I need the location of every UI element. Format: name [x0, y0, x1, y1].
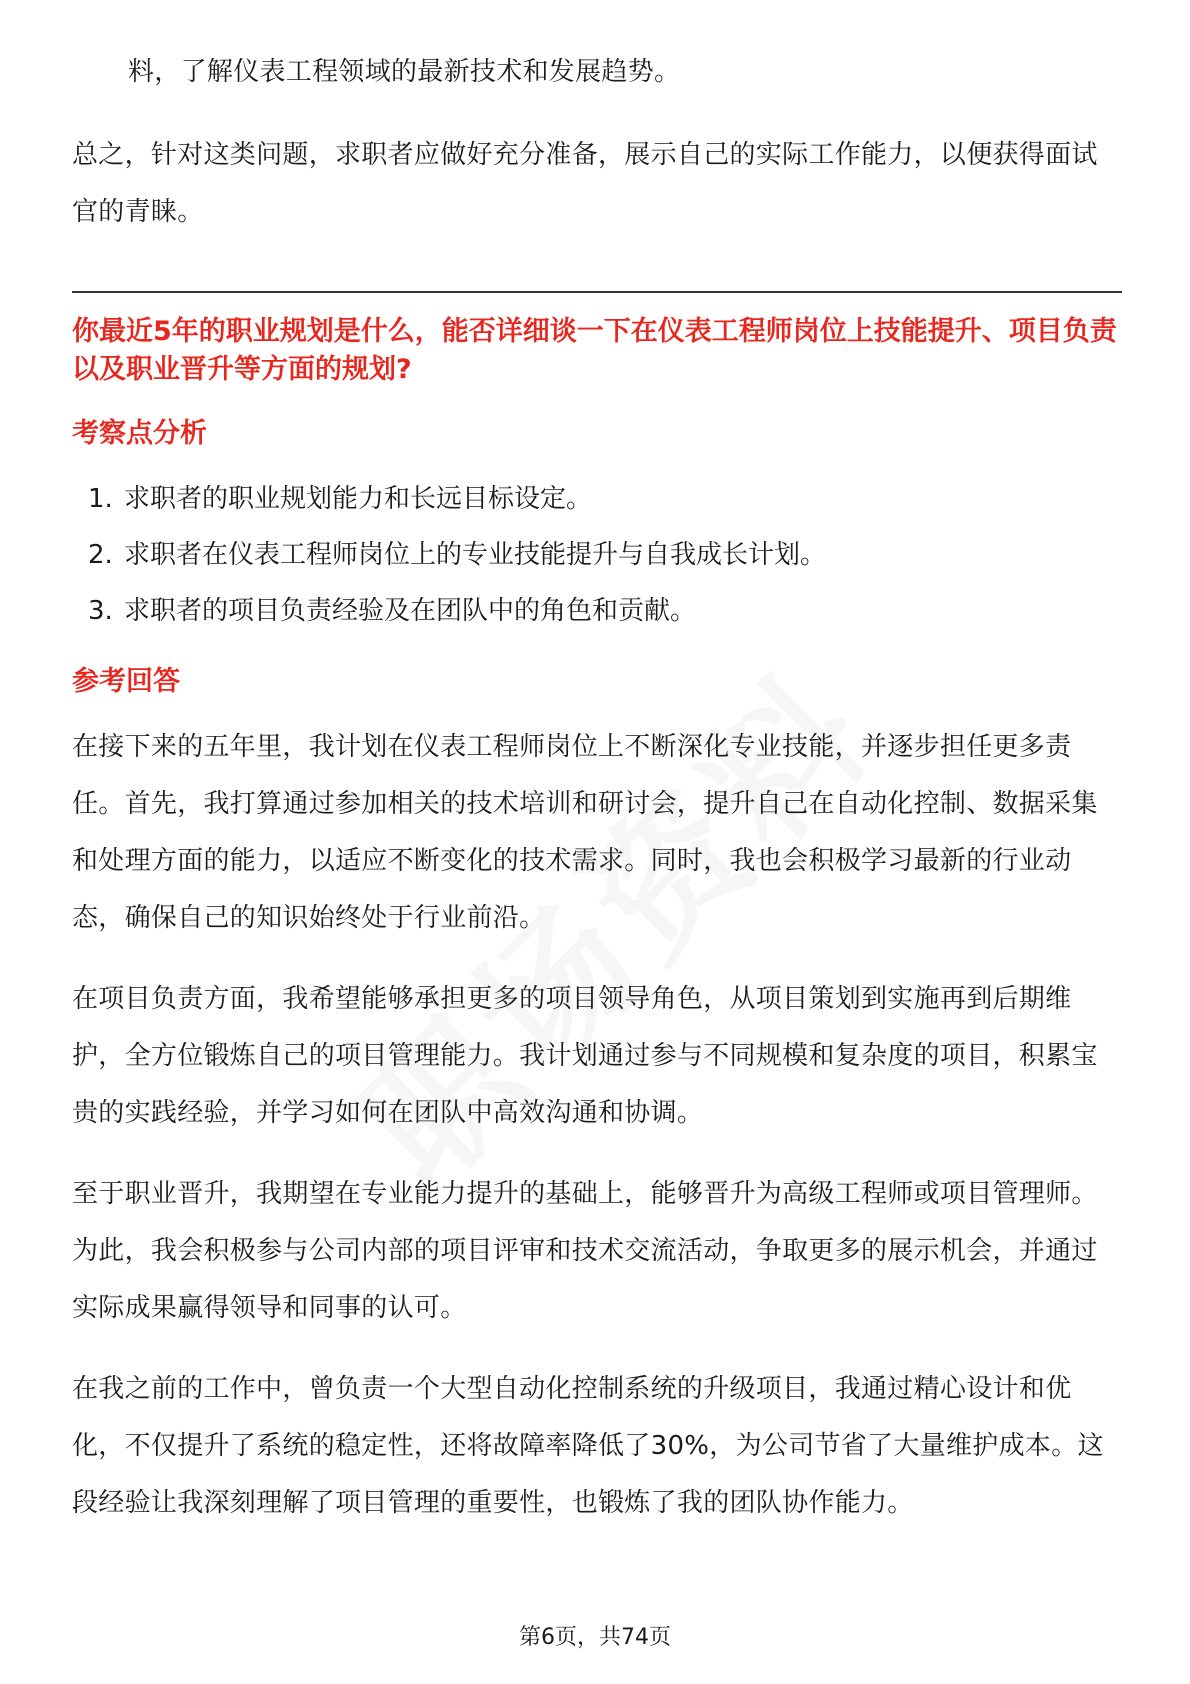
top-continuation-text: 料，了解仪表工程领域的最新技术和发展趋势。 — [128, 57, 681, 87]
list-item — [72, 527, 1122, 583]
analysis-heading: 考察点分析 — [72, 418, 207, 449]
list-item — [72, 583, 1122, 639]
list-item-number: 2. — [88, 540, 113, 570]
question-heading: 你最近5年的职业规划是什么，能否详细谈一下在仪表工程师岗位上技能提升、项目负责以及职业晋升等方面的规划? — [72, 316, 1117, 385]
document-page — [72, 44, 1122, 1556]
answer-paragraph: 在接下来的五年里，我计划在仪表工程师岗位上不断深化专业技能，并逐步担任更多责任。首先，我打算通过参加相关的技术培训和研讨会，提升自己在自动化控制、数据采集和处理方面的能力，以适应不断变化的技术需求。同时，我也会积极学习最新的行业动态，确保自己的知识始终处于行业前沿。 — [72, 732, 1098, 933]
list-item-text: 求职者在仪表工程师岗位上的专业技能提升与自我成长计划。 — [124, 540, 827, 570]
page-number-footer: 第6页，共74页 — [519, 1625, 671, 1650]
answer-paragraph: 在我之前的工作中，曾负责一个大型自动化控制系统的升级项目，我通过精心设计和优化，不仅提升了系统的稳定性，还将故障率降低了30%，为公司节省了大量维护成本。这段经验让我深刻理解了项目管理的重要性，也锻炼了我的团队协作能力。 — [72, 1374, 1104, 1518]
answer-heading: 参考回答 — [72, 666, 180, 697]
list-item — [72, 471, 1122, 527]
answer-body — [72, 719, 1122, 1532]
section-divider — [72, 291, 1122, 293]
answer-paragraph: 至于职业晋升，我期望在专业能力提升的基础上，能够晋升为高级工程师或项目管理师。为此，我会积极参与公司内部的项目评审和技术交流活动，争取更多的展示机会，并通过实际成果赢得领导和同事的认可。 — [72, 1179, 1098, 1323]
list-item-number: 1. — [88, 484, 113, 514]
list-item-text: 求职者的职业规划能力和长远目标设定。 — [124, 484, 593, 514]
list-item-text: 求职者的项目负责经验及在团队中的角色和贡献。 — [124, 596, 697, 626]
summary-paragraph: 总之，针对这类问题，求职者应做好充分准备，展示自己的实际工作能力，以便获得面试官的青睐。 — [72, 140, 1098, 227]
answer-paragraph: 在项目负责方面，我希望能够承担更多的项目领导角色，从项目策划到实施再到后期维护，全方位锻炼自己的项目管理能力。我计划通过参与不同规模和复杂度的项目，积累宝贵的实践经验，并学习如何在团队中高效沟通和协调。 — [72, 984, 1098, 1128]
list-item-number: 3. — [88, 596, 113, 626]
analysis-list — [72, 471, 1122, 639]
